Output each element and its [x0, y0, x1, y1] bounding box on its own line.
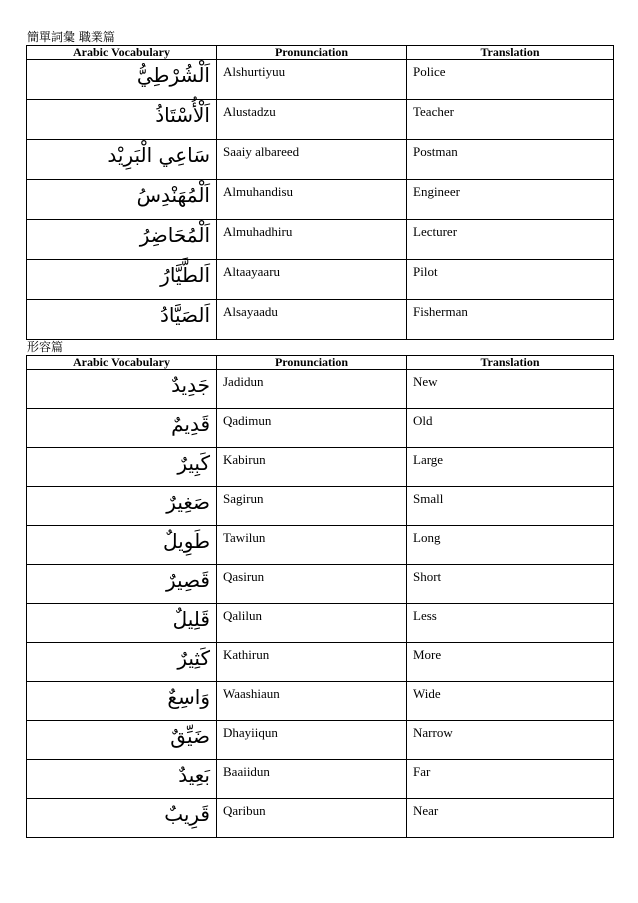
pronunciation-cell: Waashiaun [217, 682, 407, 721]
arabic-word: اَلصَيَّادُ [27, 300, 217, 340]
translation-cell: Pilot [407, 260, 614, 300]
table-row [27, 721, 614, 760]
arabic-word: اَلْشُرْطِيُّ [27, 60, 217, 100]
arabic-word: قَدِيمٌ [27, 409, 217, 448]
pronunciation-cell: Tawilun [217, 526, 407, 565]
pronunciation-cell: Alshurtiyuu [217, 60, 407, 100]
table-row [27, 682, 614, 721]
table-row [27, 760, 614, 799]
header-translation: Translation [407, 356, 614, 370]
arabic-word: طَوِيلٌ [27, 526, 217, 565]
pronunciation-cell: Almuhandisu [217, 180, 407, 220]
translation-cell: Narrow [407, 721, 614, 760]
header-arabic-vocabulary: Arabic Vocabulary [27, 356, 217, 370]
table-row [27, 448, 614, 487]
translation-cell: Near [407, 799, 614, 838]
pronunciation-cell: Altaayaaru [217, 260, 407, 300]
translation-cell: Postman [407, 140, 614, 180]
translation-cell: Engineer [407, 180, 614, 220]
translation-cell: Large [407, 448, 614, 487]
header-translation: Translation [407, 46, 614, 60]
arabic-word: قَصِيرٌ [27, 565, 217, 604]
translation-cell: More [407, 643, 614, 682]
table-row [27, 60, 614, 100]
translation-cell: Police [407, 60, 614, 100]
translation-cell: Lecturer [407, 220, 614, 260]
arabic-word: اَلْمُحَاضِرُ [27, 220, 217, 260]
header-pronunciation: Pronunciation [217, 356, 407, 370]
table-row [27, 300, 614, 340]
translation-cell: Teacher [407, 100, 614, 140]
table-row [27, 409, 614, 448]
table-row [27, 643, 614, 682]
arabic-word: جَدِيدٌ [27, 370, 217, 409]
translation-cell: Long [407, 526, 614, 565]
table-row [27, 526, 614, 565]
table-row [27, 604, 614, 643]
table-header-row [27, 356, 614, 370]
arabic-word: قَرِيبٌ [27, 799, 217, 838]
pronunciation-cell: Kabirun [217, 448, 407, 487]
translation-cell: Old [407, 409, 614, 448]
table-row [27, 370, 614, 409]
document-page [26, 30, 613, 838]
table-row [27, 100, 614, 140]
arabic-word: اَلْأُسْتَاذُ [27, 100, 217, 140]
section-title-occupations: 簡單詞彙 職業篇 [27, 30, 115, 44]
translation-cell: Far [407, 760, 614, 799]
translation-cell: New [407, 370, 614, 409]
table-row [27, 799, 614, 838]
table-row [27, 140, 614, 180]
arabic-word: سَاعِي الْبَرِيْد [27, 140, 217, 180]
pronunciation-cell: Qadimun [217, 409, 407, 448]
adjectives-table [26, 355, 614, 838]
pronunciation-cell: Almuhadhiru [217, 220, 407, 260]
arabic-word: قَلِيلٌ [27, 604, 217, 643]
pronunciation-cell: Alustadzu [217, 100, 407, 140]
arabic-word: وَاسِعٌ [27, 682, 217, 721]
pronunciation-cell: Jadidun [217, 370, 407, 409]
pronunciation-cell: Baaiidun [217, 760, 407, 799]
pronunciation-cell: Qalilun [217, 604, 407, 643]
table-row [27, 260, 614, 300]
translation-cell: Fisherman [407, 300, 614, 340]
pronunciation-cell: Saaiy albareed [217, 140, 407, 180]
arabic-word: بَعِيدٌ [27, 760, 217, 799]
translation-cell: Less [407, 604, 614, 643]
table-row [27, 220, 614, 260]
header-pronunciation: Pronunciation [217, 46, 407, 60]
arabic-word: كَثِيرٌ [27, 643, 217, 682]
occupations-table [26, 45, 614, 340]
table-row [27, 487, 614, 526]
arabic-word: كَبِيرٌ [27, 448, 217, 487]
arabic-word: اَلطَّيَّارُ [27, 260, 217, 300]
pronunciation-cell: Qasirun [217, 565, 407, 604]
arabic-word: اَلْمُهَنْدِسُ [27, 180, 217, 220]
pronunciation-cell: Alsayaadu [217, 300, 407, 340]
arabic-word: ضَيِّقٌ [27, 721, 217, 760]
translation-cell: Small [407, 487, 614, 526]
section-title-adjectives: 形容篇 [27, 340, 64, 354]
translation-cell: Short [407, 565, 614, 604]
table-row [27, 565, 614, 604]
translation-cell: Wide [407, 682, 614, 721]
pronunciation-cell: Qaribun [217, 799, 407, 838]
table-header-row [27, 46, 614, 60]
header-arabic-vocabulary: Arabic Vocabulary [27, 46, 217, 60]
pronunciation-cell: Sagirun [217, 487, 407, 526]
table-row [27, 180, 614, 220]
pronunciation-cell: Dhayiiqun [217, 721, 407, 760]
arabic-word: صَغِيرٌ [27, 487, 217, 526]
pronunciation-cell: Kathirun [217, 643, 407, 682]
